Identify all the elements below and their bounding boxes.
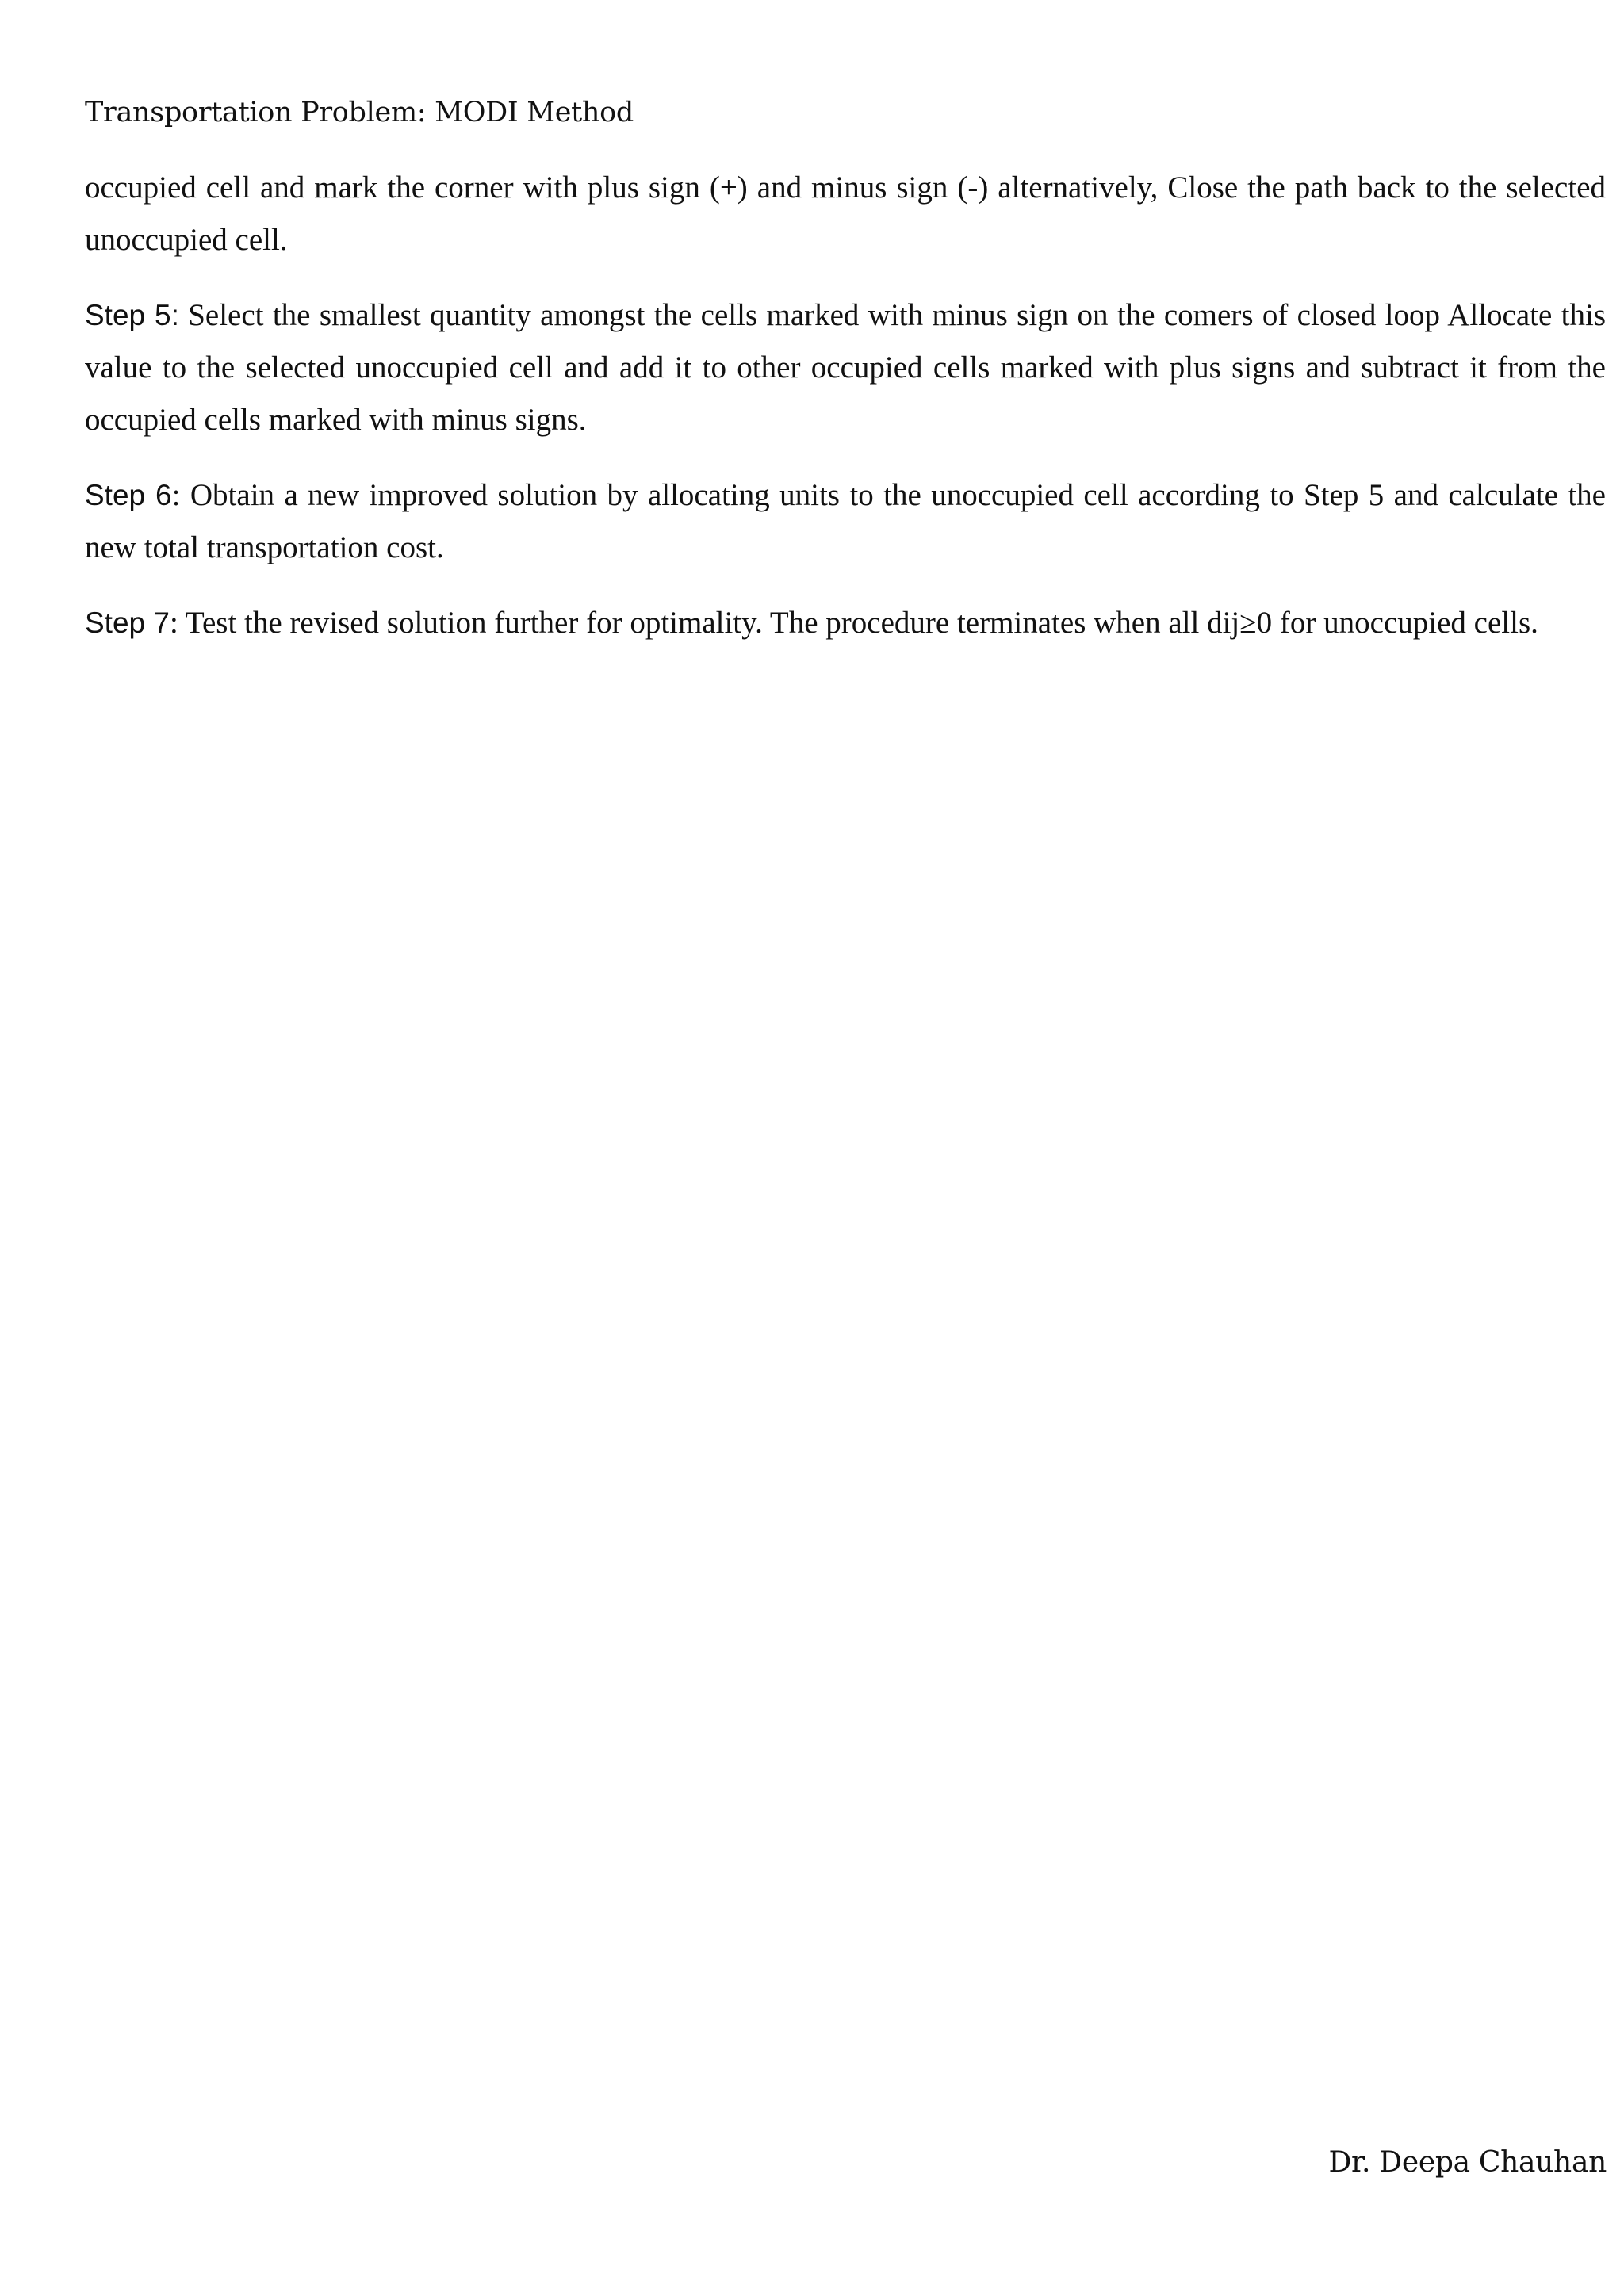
step-5-paragraph — [85, 289, 1606, 446]
page-header-title: Transportation Problem: MODI Method — [85, 97, 634, 128]
step-7-label: Step 7 — [85, 607, 170, 639]
step-6-label: Step 6 — [85, 479, 172, 511]
step-5-label: Step 5: — [85, 299, 179, 331]
step-7-text: : Test the revised solution further for optimality. The procedure terminates when all dij≥0 for unoccupied cells. — [169, 606, 1538, 640]
step-6-paragraph — [85, 469, 1606, 574]
step-7-paragraph — [85, 597, 1606, 649]
footer-author: Dr. Deepa Chauhan — [1328, 2146, 1607, 2179]
continuation-paragraph: occupied cell and mark the corner with plus sign (+) and minus sign (-) alternatively, Close the path back to the selected unoccupied cell. — [85, 170, 1606, 257]
step-6-text: : Obtain a new improved solution by allocating units to the unoccupied cell according to Step 5 and calculate the new total transportation cost. — [85, 478, 1606, 564]
document-body — [85, 162, 1606, 672]
step-5-text: Select the smallest quantity amongst the cells marked with minus sign on the comers of closed loop Allocate this value to the selected unoccupied cell and add it to other occupied cells marked with plus signs and subtract it from the occupied cells marked with minus signs. — [85, 298, 1606, 437]
